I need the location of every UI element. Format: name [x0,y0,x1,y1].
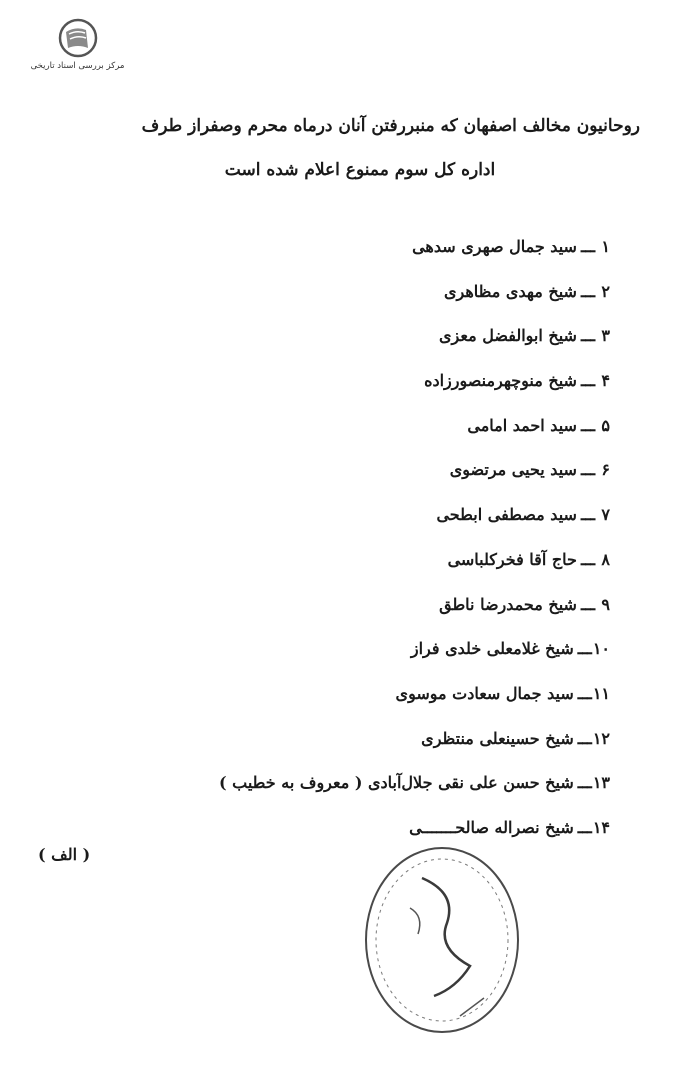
clerics-list [70,232,610,858]
item-name: شیخ حسینعلی منتظری [421,728,574,748]
item-name: شیخ محمدرضا ناطق [439,594,577,614]
item-name: شیخ نصراله صالحـــــــی [409,817,574,837]
archive-emblem-icon [56,18,100,58]
list-item: ۴ـــشیخ منوچهرمنصورزاده [70,366,610,411]
list-item: ۳ـــشیخ ابوالفضل معزی [70,321,610,366]
item-number: ۱۳ [592,773,610,793]
stamp-icon [352,838,532,1043]
list-item: ۱۱ـــسید جمال سعادت موسوی [70,679,610,724]
item-number: ۲ [601,281,610,301]
item-number: ۹ [601,594,610,614]
list-item: ۱۲ـــشیخ حسینعلی منتظری [70,724,610,769]
item-name: شیخ غلامعلی خلدی فراز [410,639,574,659]
item-number: ۱۱ [592,683,610,703]
item-number: ۳ [601,326,610,346]
archive-logo [20,18,135,71]
item-number: ۷ [601,505,610,525]
list-item: ۱۰ـــشیخ غلامعلی خلدی فراز [70,634,610,679]
item-number: ۴ [601,371,610,391]
list-item: ۱۴ـــشیخ نصراله صالحـــــــی [70,813,610,858]
list-item: ۷ـــسید مصطفی ابطحی [70,500,610,545]
item-number: ۱ [601,237,610,256]
document-title-line-2: اداره کل سوم ممنوع اعلام شده است [224,160,496,180]
item-number: ۶ [601,460,610,480]
logo-caption: مرکز بررسی اسناد تاریخی [30,61,125,71]
item-name: حاج آقا فخرکلباسی [447,549,577,569]
item-name: سید مصطفی ابطحی [436,505,577,525]
item-number: ۸ [601,549,610,569]
item-name: شیخ حسن علی نقی جلال‌آبادی ( معروف به خطیب ) [219,773,574,793]
item-number: ۱۴ [592,817,610,837]
item-name: شیخ ابوالفضل معزی [439,326,577,346]
list-item: ۱ـــسید جمال صهری سدهی [70,232,610,277]
item-name: سید جمال سعادت موسوی [395,683,574,703]
item-number: ۱۲ [592,728,610,748]
item-name: سید جمال صهری سدهی [412,237,577,256]
list-item: ۲ـــشیخ مهدی مظاهری [70,277,610,322]
item-number: ۵ [601,415,610,435]
list-item: ۹ـــشیخ محمدرضا ناطق [70,590,610,635]
item-name: شیخ منوچهرمنصورزاده [424,371,577,391]
list-item: ۶ـــسید یحیی مرتضوی [70,455,610,500]
document-title-line-1: روحانیون مخالف اصفهان که منبررفتن آنان درماه محرم وصفراز طرف [141,116,640,136]
item-name: سید یحیی مرتضوی [449,460,577,480]
list-item: ۵ـــسید احمد امامی [70,411,610,456]
document-marker: ( الف ) [38,845,91,864]
list-item: ۱۳ـــشیخ حسن علی نقی جلال‌آبادی ( معروف به خطیب ) [70,768,610,813]
item-number: ۱۰ [592,639,610,659]
list-item: ۸ـــحاج آقا فخرکلباسی [70,545,610,590]
item-name: سید احمد امامی [467,415,577,435]
item-name: شیخ مهدی مظاهری [444,281,577,301]
